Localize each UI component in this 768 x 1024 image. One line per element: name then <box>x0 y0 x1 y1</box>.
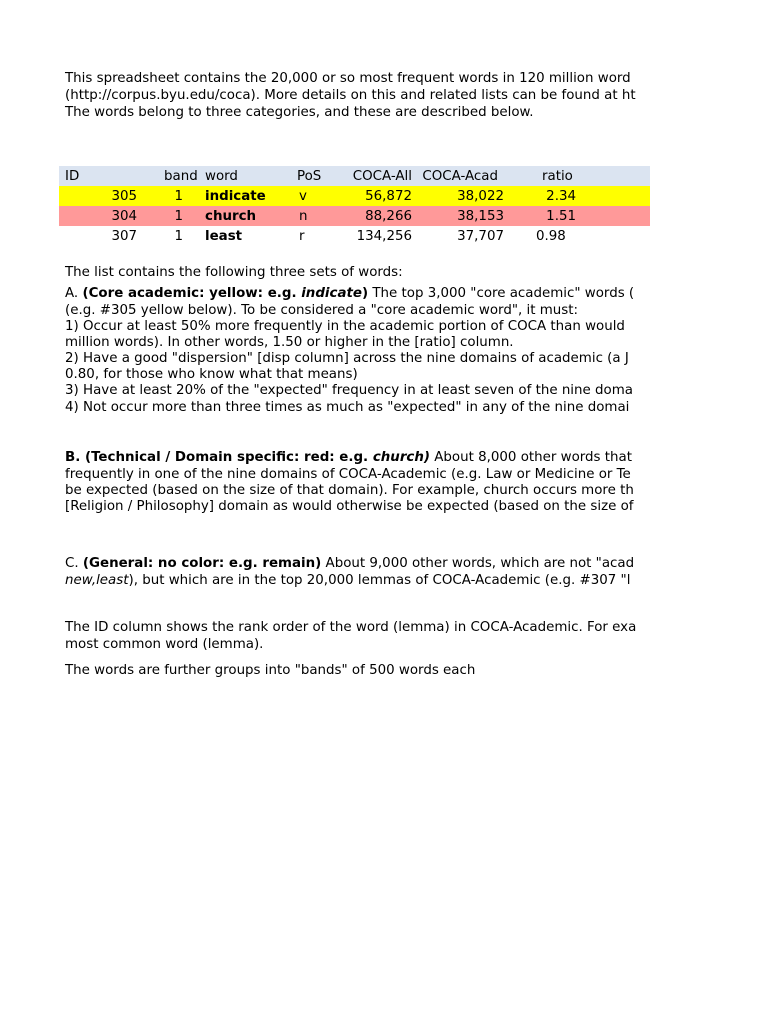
word-table <box>59 166 650 246</box>
cell-band: 1 <box>174 208 183 224</box>
header-word: word <box>205 168 238 184</box>
set-a-example: indicate <box>301 286 362 301</box>
cell-ratio: 0.98 <box>536 228 566 244</box>
set-c-rest-2: ), but which are in the top 20,000 lemmas of COCA-Academic (e.g. #307 "l <box>128 573 631 588</box>
set-c-line-1 <box>65 555 634 572</box>
set-b-line-4: [Religion / Philosophy] domain as would otherwise be expected (based on the size of <box>65 499 634 514</box>
cell-band: 1 <box>174 228 183 244</box>
set-a-title: (Core academic: yellow: e.g. <box>82 286 302 301</box>
cell-id: 304 <box>111 208 137 224</box>
table-row <box>59 186 650 206</box>
set-b-rest: About 8,000 other words that <box>430 450 632 465</box>
cell-pos: n <box>299 208 308 224</box>
cell-coca-all: 88,266 <box>365 208 412 224</box>
set-a-line-8: 4) Not occur more than three times as much as "expected" in any of the nine domai <box>65 400 630 415</box>
table-header-row <box>59 166 650 186</box>
set-a-line-3: 1) Occur at least 50% more frequently in the academic portion of COCA than would <box>65 319 625 334</box>
table-row <box>59 226 650 246</box>
sets-heading: The list contains the following three sets of words: <box>65 265 403 280</box>
set-a-line-5: 2) Have a good "dispersion" [disp column] across the nine domains of academic (a J <box>65 351 629 366</box>
header-band: band <box>164 168 198 184</box>
cell-coca-acad: 38,022 <box>457 188 504 204</box>
set-c-prefix: C. <box>65 556 83 571</box>
set-a-line-2: (e.g. #305 yellow below). To be considered a "core academic word", it must: <box>65 303 579 318</box>
header-coca-all: COCA-All <box>352 168 412 184</box>
bands-note: The words are further groups into "bands" of 500 words each <box>65 663 476 678</box>
set-a-line-4: million words). In other words, 1.50 or higher in the [ratio] column. <box>65 335 514 350</box>
set-a-line-7: 3) Have at least 20% of the "expected" frequency in at least seven of the nine doma <box>65 383 633 398</box>
set-a-line-1 <box>65 285 634 302</box>
cell-ratio: 1.51 <box>546 208 576 224</box>
set-c-title: (General: no color: e.g. remain) <box>82 556 322 571</box>
cell-ratio: 2.34 <box>546 188 576 204</box>
cell-coca-all: 134,256 <box>356 228 412 244</box>
id-note-line-2: most common word (lemma). <box>65 637 264 652</box>
set-a-line-6: 0.80, for those who know what that means) <box>65 367 358 382</box>
cell-word: church <box>205 208 257 224</box>
cell-coca-acad: 37,707 <box>457 228 504 244</box>
set-c-example: new,least <box>65 573 129 588</box>
cell-pos: r <box>299 228 305 244</box>
cell-word: indicate <box>205 188 266 204</box>
intro-line-2: (http://corpus.byu.edu/coca). More details on this and related lists can be found at ht <box>65 88 636 103</box>
header-id: ID <box>65 168 80 184</box>
intro-line-1: This spreadsheet contains the 20,000 or so most frequent words in 120 million word <box>65 71 631 86</box>
cell-coca-all: 56,872 <box>365 188 412 204</box>
cell-pos: v <box>299 188 307 204</box>
intro-line-3: The words belong to three categories, and these are described below. <box>65 105 534 120</box>
set-c-rest: About 9,000 other words, which are not "acad <box>321 556 635 571</box>
set-b-line-2: frequently in one of the nine domains of COCA-Academic (e.g. Law or Medicine or Te <box>65 467 631 482</box>
id-note-line-1: The ID column shows the rank order of the word (lemma) in COCA-Academic. For exa <box>65 620 637 635</box>
cell-band: 1 <box>174 188 183 204</box>
table-row <box>59 206 650 226</box>
set-a-rest: The top 3,000 "core academic" words ( <box>368 286 635 301</box>
set-b-line-3: be expected (based on the size of that domain). For example, church occurs more th <box>65 483 634 498</box>
set-a-prefix: A. <box>65 286 83 301</box>
set-b-example: church) <box>372 450 431 465</box>
set-b-line-1 <box>65 449 632 466</box>
set-b-title: B. (Technical / Domain specific: red: e.g. <box>65 450 373 465</box>
cell-id: 305 <box>111 188 137 204</box>
cell-coca-acad: 38,153 <box>457 208 504 224</box>
header-pos: PoS <box>297 168 322 184</box>
header-ratio: ratio <box>542 168 573 184</box>
cell-word: least <box>205 228 243 244</box>
header-coca-acad: COCA-Acad <box>422 168 498 184</box>
set-c-line-2 <box>65 572 630 589</box>
set-a-close: ) <box>361 286 369 301</box>
cell-id: 307 <box>111 228 137 244</box>
